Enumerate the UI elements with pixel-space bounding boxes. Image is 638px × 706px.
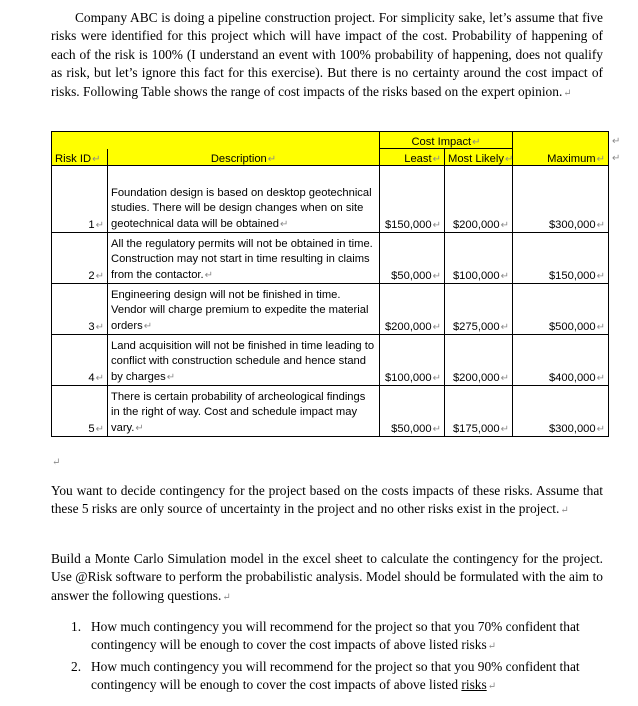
risk-id-cell: 4↵	[52, 335, 108, 386]
row-end-mark-icon: ↵	[612, 153, 621, 164]
intro-text: Company ABC is doing a pipeline construction project. For simplicity sake, let’s assume that five risks were identified for this project which will have impact of the cost. Probability of happening of each of the risk is 100% (I understand an event with 100% probability of happening, does not qualify as risk, but let’s ignore this fact for this exercise). But there is no certainty around the cost impact of risks. Following Table shows the range of cost impacts of the risks based on the expert opinion.	[51, 10, 603, 99]
description-cell: There is certain probability of archeological findings in the right of way. Cost and schedule impact may vary.↵	[108, 386, 380, 437]
description-cell: Foundation design is based on desktop geotechnical studies. There will be design changes when on site geotechnical data will be obtained↵	[108, 166, 380, 233]
most-likely-cell: $200,000↵	[445, 166, 513, 233]
contingency-paragraph: You want to decide contingency for the project based on the costs impacts of these risks. Assume that these 5 risks are only source of uncertainty in the project and no other risks exist in the project.↵	[51, 483, 603, 517]
risk-id-cell: 3↵	[52, 284, 108, 335]
most-likely-cell: $100,000↵	[445, 233, 513, 284]
description-cell: Engineering design will not be finished in time. Vendor will charge premium to expedite the material orders↵	[108, 284, 380, 335]
list-item: 2. How much contingency you will recommend for the project so that you 90% confident that contingency will be enough to cover the cost impacts of above listed risks↵	[71, 658, 580, 693]
table-row	[52, 166, 609, 233]
header-least: Least↵	[380, 149, 445, 166]
most-likely-cell: $175,000↵	[445, 386, 513, 437]
intro-paragraph	[51, 9, 603, 103]
maximum-cell: $300,000↵	[513, 166, 609, 233]
risk-id-cell: 5↵	[52, 386, 108, 437]
most-likely-cell: $200,000↵	[445, 335, 513, 386]
row-end-mark-icon: ↵	[612, 136, 621, 147]
list-item: 1. How much contingency you will recommend for the project so that you 70% confident that contingency will be enough to cover the cost impacts of above listed risks↵	[71, 619, 580, 653]
most-likely-cell: $275,000↵	[445, 284, 513, 335]
paragraph-mark-icon: ↵	[222, 591, 231, 603]
header-description: Description↵	[108, 149, 380, 166]
empty-paragraph	[51, 452, 60, 472]
maximum-cell: $500,000↵	[513, 284, 609, 335]
cost-impact-header: Cost Impact↵	[380, 132, 513, 149]
risk-cost-table	[51, 131, 609, 437]
question-number: 1.	[71, 619, 82, 634]
least-cell: $150,000↵	[380, 166, 445, 233]
table-row	[52, 233, 609, 284]
monte-carlo-paragraph: Build a Monte Carlo Simulation model in the excel sheet to calculate the contingency for the project. Use @Risk software to perform the probabilistic analysis. Model should be formulated with the aim to answer the following questions.↵	[51, 551, 603, 603]
paragraph-mark-icon: ↵	[563, 87, 572, 99]
header-maximum: Maximum↵	[513, 149, 609, 166]
table-group-header-row	[52, 132, 609, 149]
question-number: 2.	[71, 658, 82, 674]
description-cell: All the regulatory permits will not be obtained in time. Construction may not start in time resulting in claims from the contactor.↵	[108, 233, 380, 284]
table-row	[52, 284, 609, 335]
risk-id-cell: 1↵	[52, 166, 108, 233]
least-cell: $100,000↵	[380, 335, 445, 386]
table-row	[52, 335, 609, 386]
paragraph-mark-icon: ↵	[560, 505, 569, 517]
cell-mark-icon: ↵	[472, 137, 481, 148]
least-cell: $50,000↵	[380, 233, 445, 284]
header-risk-id: Risk ID↵	[52, 149, 108, 166]
table-header-row	[52, 149, 609, 166]
table-row	[52, 386, 609, 437]
underlined-word: risks	[461, 677, 487, 693]
description-cell: Land acquisition will not be finished in time leading to conflict with construction schedule and hence stand by charges↵	[108, 335, 380, 386]
header-most-likely: Most Likely↵	[445, 149, 513, 166]
least-cell: $50,000↵	[380, 386, 445, 437]
maximum-cell: $150,000↵	[513, 233, 609, 284]
maximum-cell: $300,000↵	[513, 386, 609, 437]
maximum-cell: $400,000↵	[513, 335, 609, 386]
least-cell: $200,000↵	[380, 284, 445, 335]
question-list	[51, 618, 603, 698]
paragraph-mark-icon: ↵	[52, 457, 61, 468]
risk-id-cell: 2↵	[52, 233, 108, 284]
